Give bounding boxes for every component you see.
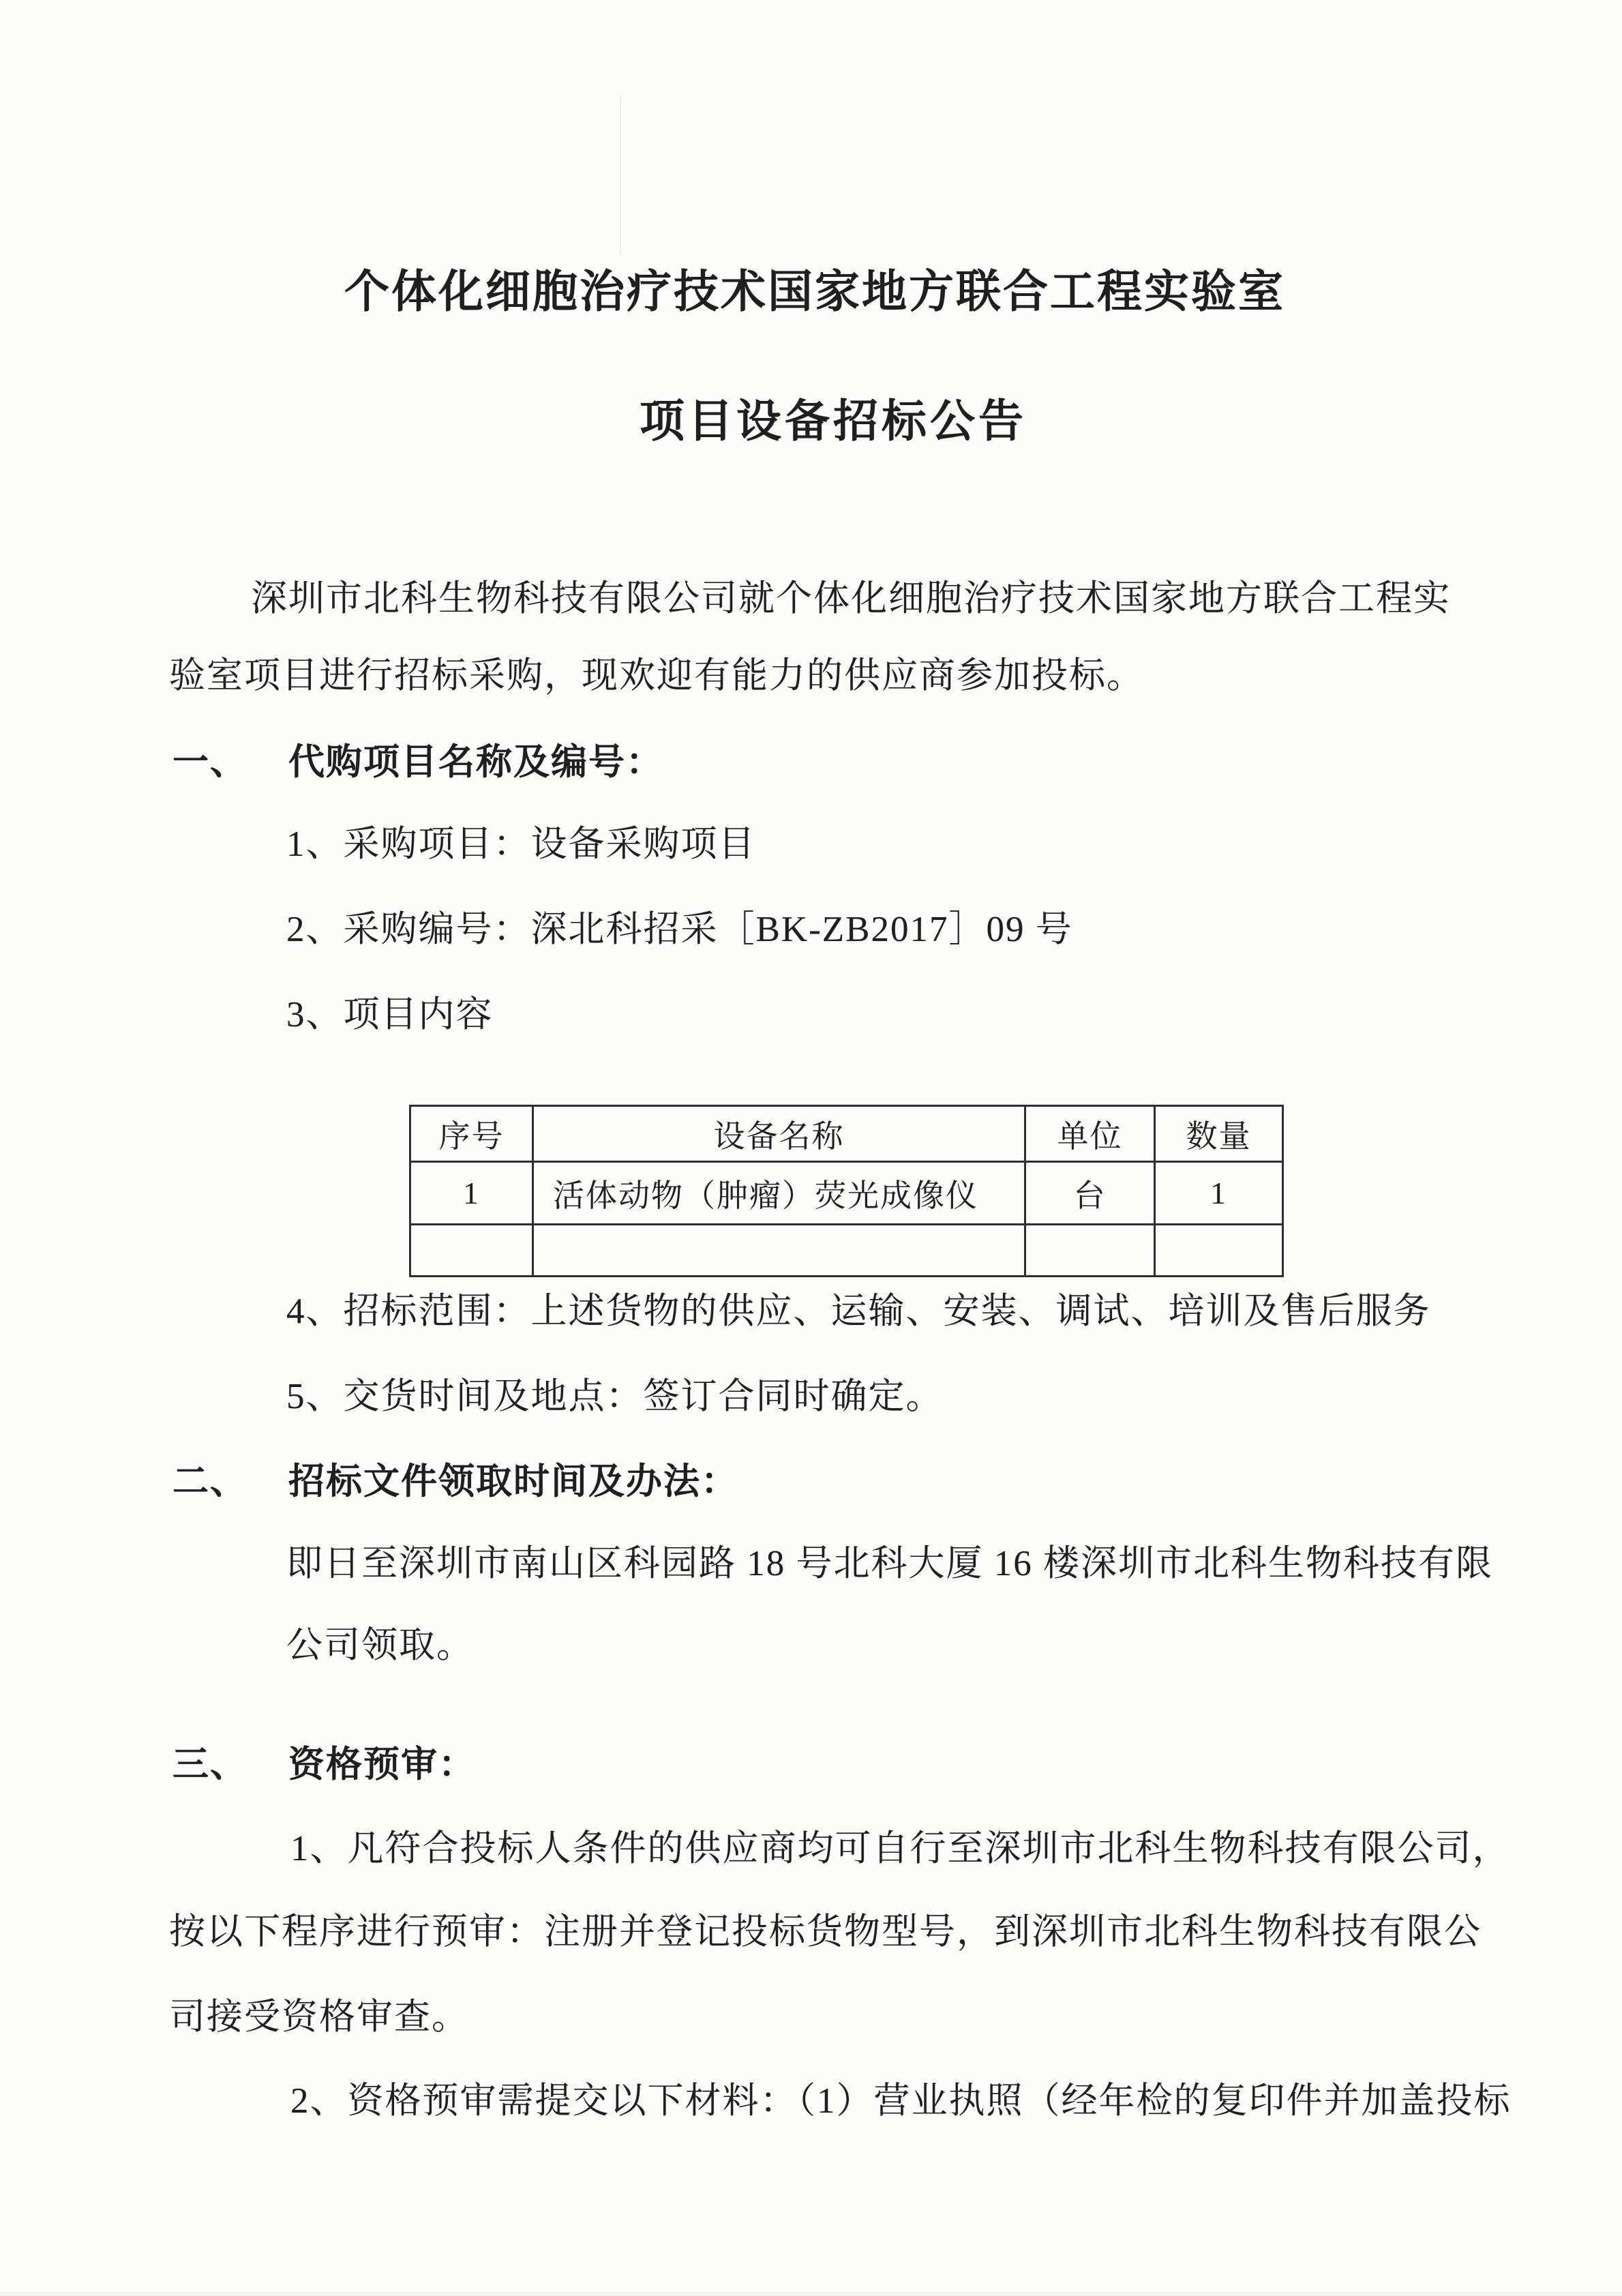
header-unit: 单位 [1025, 1106, 1155, 1162]
cell-qty [1155, 1225, 1283, 1277]
section2-number: 二、 [172, 1462, 247, 1502]
cell-name [533, 1225, 1025, 1277]
scan-edge-artifact [0, 2292, 1622, 2296]
cell-qty: 1 [1155, 1162, 1283, 1225]
section3-item1-line3: 司接受资格审查。 [169, 1997, 469, 2037]
cell-seq [410, 1225, 533, 1277]
section1-item4: 4、招标范围：上述货物的供应、运输、安装、调试、培训及售后服务 [286, 1292, 1431, 1331]
cell-unit: 台 [1025, 1162, 1155, 1225]
header-name: 设备名称 [533, 1106, 1025, 1162]
section2-paragraph-line2: 公司领取。 [286, 1626, 474, 1665]
table-row-empty [410, 1225, 1283, 1277]
section3-number: 三、 [172, 1745, 247, 1785]
header-seq: 序号 [410, 1106, 533, 1162]
section1-heading [172, 740, 663, 785]
document-title-line1: 个体化细胞治疗技术国家地方联合工程实验室 [344, 267, 1285, 317]
section1-item1: 1、采购项目：设备采购项目 [286, 824, 756, 864]
section1-title: 代购项目名称及编号： [288, 743, 663, 782]
section3-item2-line1: 2、资格预审需提交以下材料：（1）营业执照（经年检的复印件并加盖投标 [290, 2081, 1512, 2121]
header-qty: 数量 [1155, 1106, 1283, 1162]
table-row [410, 1162, 1283, 1225]
equipment-table-header-row [410, 1106, 1283, 1162]
document-title-line2: 项目设备招标公告 [640, 397, 1027, 447]
cell-unit [1025, 1225, 1155, 1277]
section1-item3: 3、项目内容 [286, 995, 494, 1034]
section1-number: 一、 [172, 743, 247, 782]
section3-item1-line1: 1、凡符合投标人条件的供应商均可自行至深圳市北科生物科技有限公司， [290, 1829, 1510, 1868]
cell-seq: 1 [410, 1162, 533, 1225]
section3-item1-line2: 按以下程序进行预审：注册并登记投标货物型号，到深圳市北科生物科技有限公 [169, 1912, 1482, 1952]
section2-title: 招标文件领取时间及办法： [288, 1462, 738, 1502]
section1-item5: 5、交货时间及地点：签订合同时确定。 [286, 1377, 944, 1416]
scan-artifact-line [620, 95, 621, 256]
section3-heading [172, 1742, 476, 1787]
section1-item2: 2、采购编号：深北科招采［BK-ZB2017］09 号 [286, 910, 1073, 949]
intro-paragraph-line2: 验室项目进行招标采购，现欢迎有能力的供应商参加投标。 [169, 656, 1144, 696]
section2-paragraph-line1: 即日至深圳市南山区科园路 18 号北科大厦 16 楼深圳市北科生物科技有限 [286, 1544, 1493, 1583]
section2-heading [172, 1459, 738, 1504]
section3-title: 资格预审： [288, 1745, 476, 1785]
intro-paragraph-line1: 深圳市北科生物科技有限公司就个体化细胞治疗技术国家地方联合工程实 [251, 579, 1451, 618]
cell-name: 活体动物（肿瘤）荧光成像仪 [533, 1162, 1025, 1225]
equipment-table [409, 1105, 1284, 1277]
